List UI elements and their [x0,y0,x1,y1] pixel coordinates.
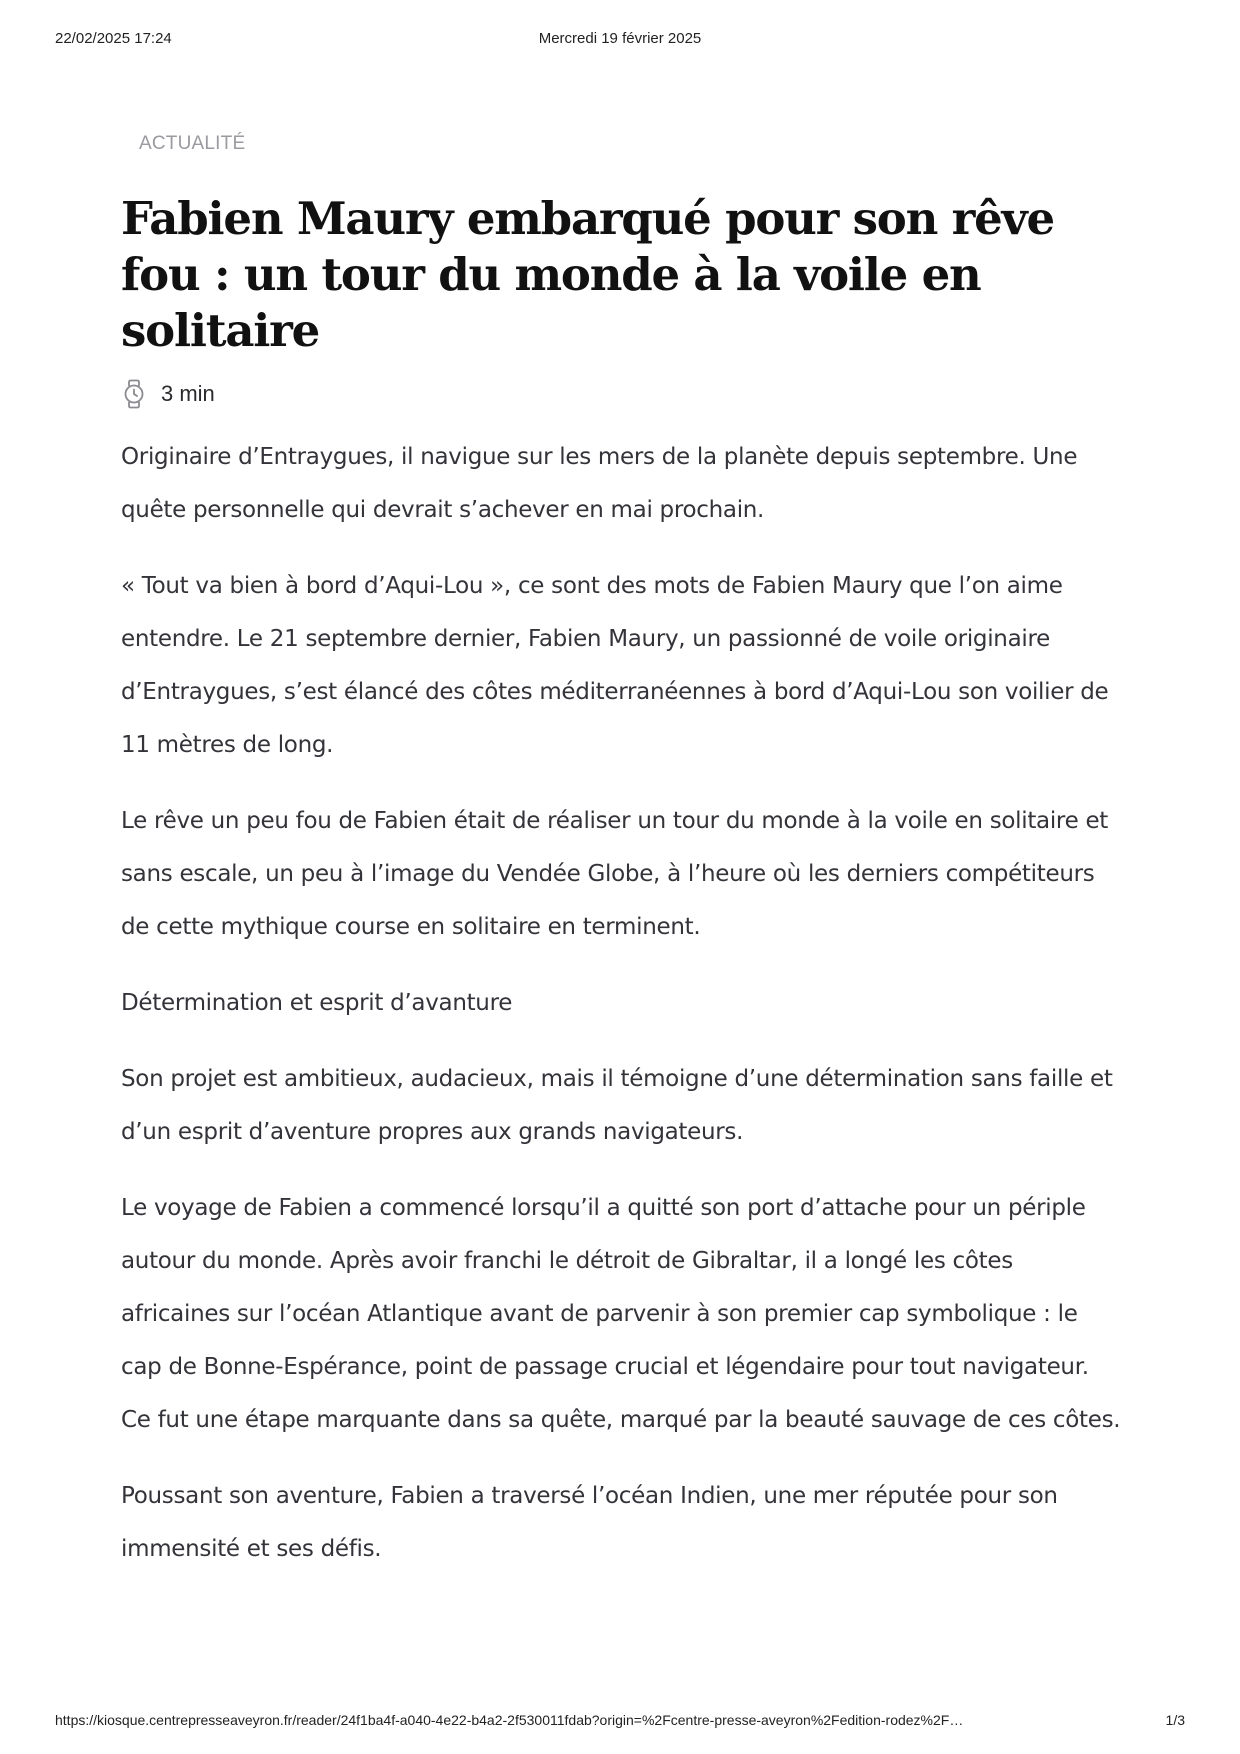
print-header [55,30,1185,52]
article-subheading: Détermination et esprit d’avanture [121,990,513,1016]
print-heading-date: Mercredi 19 février 2025 [538,30,702,47]
page-url: https://kiosque.centrepresseaveyron.fr/reader/24f1ba4f-a040-4e22-b4a2-2f530011fdab?origin=%2Fcentre-presse-aveyron%2Fedition-rodez%2F… [55,1712,964,1728]
print-datetime: 22/02/2025 17:24 [55,30,172,47]
read-time [121,379,1121,409]
article-category[interactable]: ACTUALITÉ [139,133,246,154]
article-paragraph: Poussant son aventure, Fabien a traversé l’océan Indien, une mer réputée pour son immensité et ses défis. [121,1483,1058,1562]
page-number: 1/3 [1165,1712,1185,1728]
article-intro: Originaire d’Entraygues, il navigue sur les mers de la planète depuis septembre. Une quête personnelle qui devrait s’achever en mai prochain. [121,444,1078,523]
article-paragraph: Le voyage de Fabien a commencé lorsqu’il a quitté son port d’attache pour un périple autour du monde. Après avoir franchi le détroit de Gibraltar, il a longé les côtes africaines sur l’océan Atlantique avant de parvenir à son premier cap symbolique : le cap de Bonne-Espérance, point de passage crucial et légendaire pour tout navigateur. Ce fut une étape marquante dans sa quête, marqué par la beauté sauvage de ces côtes. [121,1195,1121,1433]
article-paragraph: Le rêve un peu fou de Fabien était de réaliser un tour du monde à la voile en solitaire et sans escale, un peu à l’image du Vendée Globe, à l’heure où les derniers compétiteurs de cette mythique course en solitaire en terminent. [121,808,1109,940]
article [121,133,1121,1599]
read-time-label: 3 min [161,381,215,406]
article-body [121,431,1121,1576]
article-paragraph: Son projet est ambitieux, audacieux, mais il témoigne d’une détermination sans faille et d’un esprit d’aventure propres aux grands navigateurs. [121,1066,1113,1145]
print-footer [55,1712,1185,1732]
article-title: Fabien Maury embarqué pour son rêve fou : un tour du monde à la voile en solitaire [121,192,1054,357]
article-paragraph: « Tout va bien à bord d’Aqui-Lou », ce sont des mots de Fabien Maury que l’on aime entendre. Le 21 septembre dernier, Fabien Maury, un passionné de voile originaire d’Entraygues, s’est élancé des côtes méditerranéennes à bord d’Aqui-Lou son voilier de 11 mètres de long. [121,573,1109,758]
watch-icon [121,379,147,409]
